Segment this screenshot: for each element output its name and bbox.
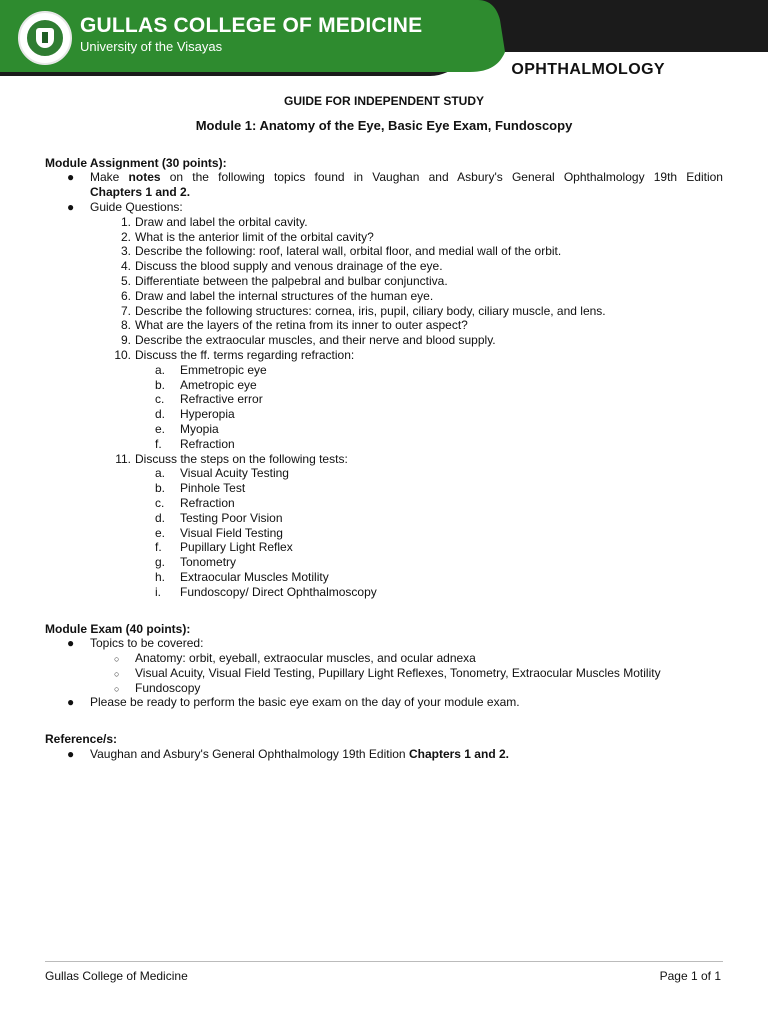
exam-heading: Module Exam (40 points): [45, 621, 191, 636]
footer-page-number: Page 1 of 1 [659, 969, 721, 983]
question-item: 5. Differentiate between the palpebral and bulbar conjunctiva. [120, 273, 448, 288]
reference-item: ● Vaughan and Asbury's General Ophthalmology 19th Edition Chapters 1 and 2. [67, 747, 509, 762]
test-item: g. Tonometry [155, 555, 237, 570]
bullet-icon: ● [67, 695, 75, 710]
circle-bullet-icon: ○ [114, 654, 120, 665]
question-item: 1. Draw and label the orbital cavity. [120, 214, 308, 229]
college-logo [18, 11, 72, 65]
question-item: 2. What is the anterior limit of the orbital cavity? [120, 229, 374, 244]
test-item: a. Visual Acuity Testing [155, 466, 289, 481]
exam-list [45, 636, 723, 710]
list-item: ● Make notes on the following topics found in Vaughan and Asbury's General Ophthalmology 19th Edition Chapters 1 and 2. [67, 170, 723, 200]
refraction-term: e. Myopia [155, 421, 219, 436]
list-item: ● Guide Questions: [67, 199, 183, 214]
topic-item: ○ Fundoscopy [114, 680, 201, 695]
topic-item: ○ Visual Acuity, Visual Field Testing, Pupillary Light Reflexes, Tonometry, Extraocular Muscles Motility [114, 665, 661, 680]
question-item: 9. Describe the extraocular muscles, and their nerve and blood supply. [120, 333, 496, 348]
refraction-term: a. Emmetropic eye [155, 362, 267, 377]
footer-college: Gullas College of Medicine [45, 969, 188, 983]
bullet-icon: ● [67, 199, 75, 214]
department-title: OPHTHALMOLOGY [511, 61, 665, 78]
question-item: 8. What are the layers of the retina from its inner to outer aspect? [120, 318, 468, 333]
question-item: 7. Describe the following structures: cornea, iris, pupil, ciliary body, ciliary muscle, and lens. [120, 303, 606, 318]
test-item: e. Visual Field Testing [155, 525, 283, 540]
footer-divider [45, 961, 723, 962]
question-item: 11. Discuss the steps on the following tests: [115, 451, 348, 466]
test-item: h. Extraocular Muscles Motility [155, 569, 329, 584]
refraction-term: b. Ametropic eye [155, 377, 257, 392]
module-title: Module 1: Anatomy of the Eye, Basic Eye Exam, Fundoscopy [195, 117, 573, 133]
college-name: GULLAS COLLEGE OF MEDICINE [80, 14, 423, 37]
bullet-icon: ● [67, 170, 75, 185]
bullet-icon: ● [67, 747, 75, 762]
circle-bullet-icon: ○ [114, 668, 120, 679]
university-name: University of the Visayas [80, 39, 223, 54]
list-item: ● Please be ready to perform the basic eye exam on the day of your module exam. [67, 695, 520, 710]
question-item: 3. Describe the following: roof, lateral wall, orbital floor, and medial wall of the orbit. [120, 244, 562, 259]
assignment-list [45, 170, 723, 214]
test-item: i. Fundoscopy/ Direct Ophthalmoscopy [155, 584, 377, 599]
chapters-label: Chapters 1 and 2. [90, 185, 191, 200]
test-item: b. Pinhole Test [155, 481, 246, 496]
question-item: 4. Discuss the blood supply and venous drainage of the eye. [120, 259, 443, 274]
guide-questions [45, 215, 723, 600]
bullet-icon: ● [67, 636, 75, 651]
refraction-term: c. Refractive error [155, 392, 263, 407]
question-item: 10. Discuss the ff. terms regarding refraction: [114, 347, 355, 362]
guide-title: GUIDE FOR INDEPENDENT STUDY [283, 94, 484, 108]
references-heading: Reference/s: [45, 732, 118, 747]
document-body [45, 94, 723, 762]
topic-item: ○ Anatomy: orbit, eyeball, extraocular muscles, and ocular adnexa [114, 651, 476, 666]
test-item: f. Pupillary Light Reflex [155, 540, 293, 555]
question-item: 6. Draw and label the internal structures of the human eye. [120, 288, 434, 303]
test-item: c. Refraction [155, 495, 235, 510]
circle-bullet-icon: ○ [114, 683, 120, 694]
refraction-term: d. Hyperopia [155, 407, 235, 422]
test-item: d. Testing Poor Vision [155, 510, 283, 525]
assignment-heading: Module Assignment (30 points): [45, 155, 227, 170]
list-item: ● Topics to be covered: [67, 636, 204, 651]
refraction-term: f. Refraction [155, 436, 235, 451]
